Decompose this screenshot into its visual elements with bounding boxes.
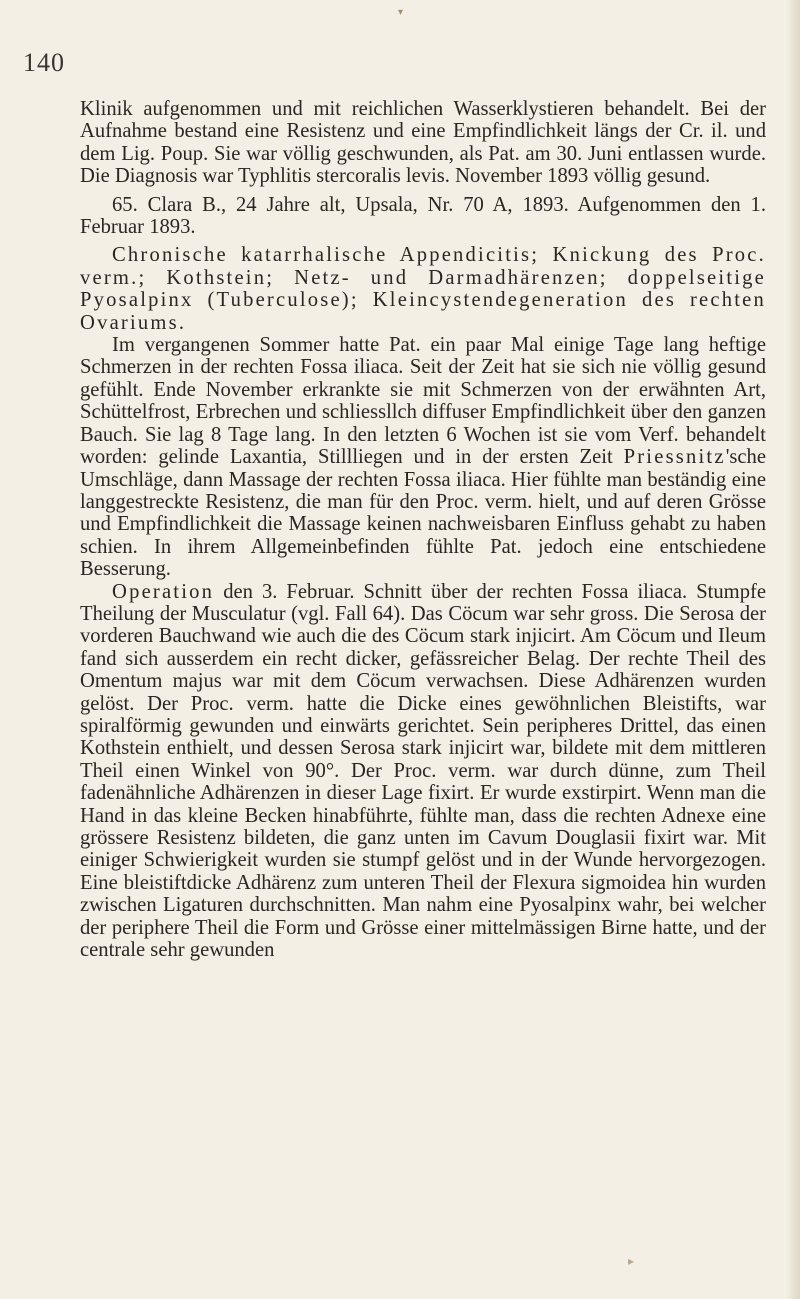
operation-label: Operation: [112, 580, 215, 603]
case-history-part-b: 'sche Umschläge, dann Massage der rechten Fossa iliaca. Hier fühlte man beständig eine langgestreckte Resistenz, die man für den Proc. verm. hielt, und auf deren Grösse und Empfindlichkeit die Massage keinen nachweisbaren Einfluss gehabt zu haben schien. In ihrem Allgemeinbefinden fühlte Pat. jedoch eine entschiedene Besserung.: [80, 446, 766, 581]
operation-text: den 3. Februar. Schnitt über der rechten Fossa iliaca. Stumpfe Theilung der Musculatur (vgl. Fall 64). Das Cöcum war sehr gross. Die Serosa der vorderen Bauchwand wie auch die des Cöcum stark injicirt. Am Cöcum und Ileum fand sich ausserdem ein recht dicker, gefässreicher Belag. Der rechte Theil des Omentum majus war mit dem Cöcum verwachsen. Diese Adhärenzen wurden gelöst. Der Proc. verm. hatte die Dicke eines gewöhnlichen Bleistifts, war spiralförmig gewunden und einwärts gerichtet. Sein peripheres Drittel, das einen Kothstein enthielt, und dessen Serosa stark injicirt war, bildete mit dem mittleren Theil einen Winkel von 90°. Der Proc. verm. war durch dünne, zum Theil fadenähnliche Adhärenzen in dieser Lage fixirt. Er wurde exstirpirt. Wenn man die Hand in das kleine Becken hinabführte, fühlte man, dass die rechten Adnexe eine grössere Resistenz bildeten, die ganz unten im Cavum Douglasii fixirt war. Mit einiger Schwierigkeit wurden sie stumpf gelöst und in der Wunde hervorgezogen. Eine bleistiftdicke Adhärenz zum unteren Theil der Flexura sigmoidea hin wurden zwischen Ligaturen durchschnitten. Man nahm eine Pyosalpinx wahr, bei welcher der periphere Theil die Form und Grösse einer mittelmässigen Birne hatte, und der centrale sehr gewunden: [80, 580, 766, 962]
paragraph-continuation: Klinik aufgenommen und mit reichlichen Wasserklystieren behandelt. Bei der Aufnahme bestand eine Resistenz und eine Empfindlichkeit längs der Cr. il. und dem Lig. Poup. Sie war völlig geschwunden, als Pat. am 30. Juni entlassen wurde. Die Diagnosis war Typhlitis stercoralis levis. November 1893 völlig gesund.: [80, 98, 766, 188]
operation-paragraph: [80, 581, 766, 962]
case-history: [80, 334, 766, 580]
page-edge-shadow: [786, 0, 800, 1299]
priessnitz-name: Priessnitz: [623, 446, 726, 469]
bottom-ink-speck: ▸: [628, 1254, 635, 1268]
case-diagnosis: Chronische katarrhalische Appendicitis; Knickung des Proc. verm.; Kothstein; Netz- und Darmadhärenzen; doppelseitige Pyosalpinx (Tuberculose); Kleincystendegeneration des rechten Ovariums.: [80, 244, 766, 334]
page-number: 140: [23, 48, 65, 77]
top-ink-speck: ▾: [398, 7, 404, 18]
case-history-part-a: Im vergangenen Sommer hatte Pat. ein paar Mal einige Tage lang heftige Schmerzen in der rechten Fossa iliaca. Seit der Zeit hat sie sich nie völlig gesund gefühlt. Ende November erkrankte sie mit Schmerzen von der erwähnten Art, Schüttelfrost, Erbrechen und schliessllch diffuser Empfindlichkeit über den ganzen Bauch. Sie lag 8 Tage lang. In den letzten 6 Wochen ist sie vom Verf. behandelt worden: gelinde Laxantia, Stillliegen und in der ersten Zeit: [80, 334, 766, 469]
case-header: 65. Clara B., 24 Jahre alt, Upsala, Nr. 70 A, 1893. Aufgenommen den 1. Februar 1893.: [80, 193, 766, 239]
page-text: [80, 98, 766, 961]
